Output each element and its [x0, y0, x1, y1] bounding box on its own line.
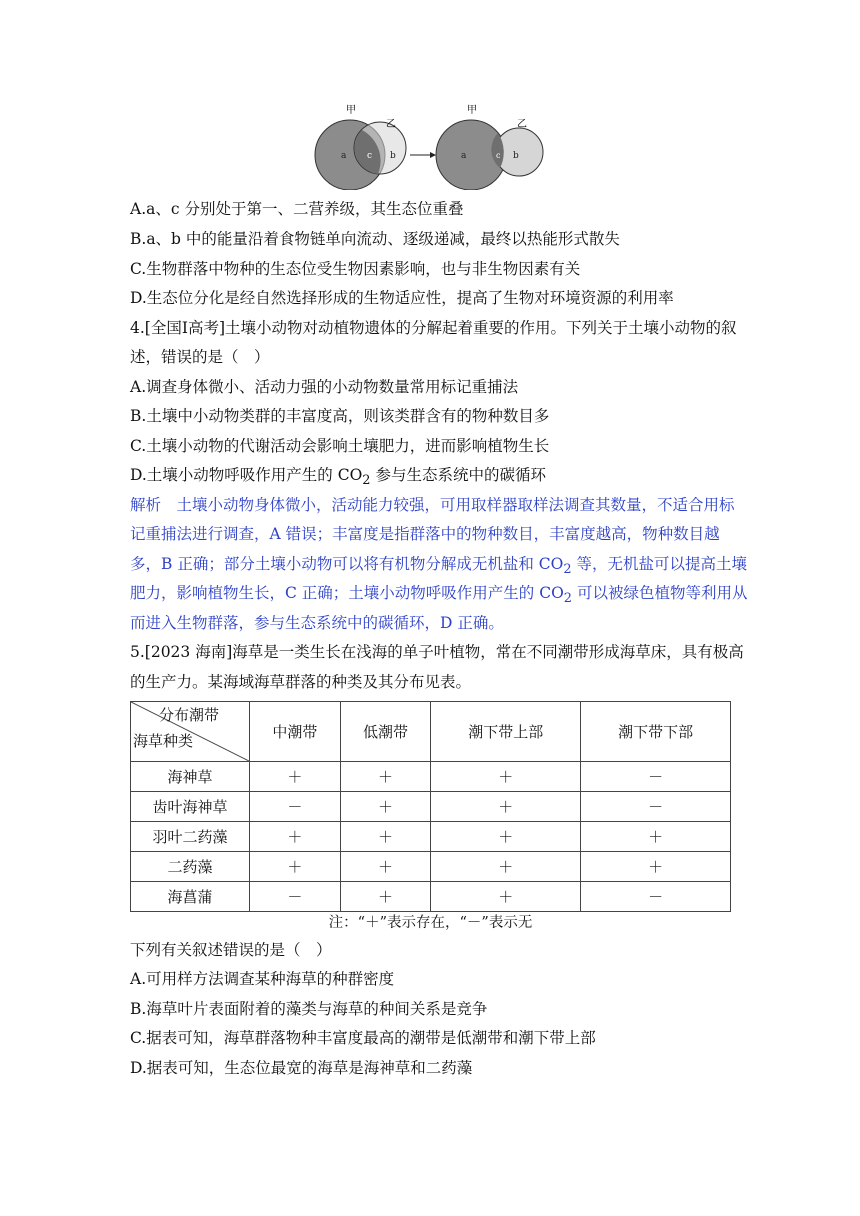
- q4-option-a: A.调查身体微小、活动力强的小动物数量常用标记重捕法: [130, 378, 519, 396]
- table-cell: ＋: [431, 792, 581, 822]
- table-row: [131, 822, 731, 852]
- row-species-name: 二药藻: [131, 852, 250, 882]
- arrow-head: [430, 152, 436, 158]
- label-c-left: c: [367, 151, 373, 161]
- table-cell: －: [581, 882, 731, 912]
- table-cell: －: [250, 882, 341, 912]
- table-cell: ＋: [340, 762, 431, 792]
- label-a-right: a: [461, 151, 467, 161]
- table-cell: ＋: [340, 882, 431, 912]
- table-cell: ＋: [431, 822, 581, 852]
- column-header: 潮下带上部: [431, 702, 581, 762]
- subscript-2: 2: [362, 473, 371, 489]
- table-note: 注：“＋”表示存在，“－”表示无: [328, 915, 533, 931]
- label-jia-left: 甲: [346, 105, 356, 116]
- q5-question: 下列有关叙述错误的是（ ）: [130, 941, 332, 959]
- table-cell: ＋: [431, 882, 581, 912]
- label-c-right: c: [496, 151, 501, 160]
- table-header-row: [131, 702, 731, 762]
- q3-option-b: B.a、b 中的能量沿着食物链单向流动、逐级递减，最终以热能形式散失: [130, 230, 620, 248]
- q5-stem-line1: 5.[2023 海南]海草是一类生长在浅海的单子叶植物，常在不同潮带形成海草床，具有极高: [130, 643, 744, 661]
- table-cell: －: [581, 792, 731, 822]
- subscript-2: 2: [563, 591, 573, 607]
- table-cell: ＋: [250, 762, 341, 792]
- q4-option-d-text: D.土壤小动物呼吸作用产生的 CO: [130, 466, 363, 484]
- table-cell: ＋: [431, 852, 581, 882]
- subscript-2: 2: [563, 562, 572, 578]
- q5-option-a: A.可用样方法调查某种海草的种群密度: [130, 970, 395, 988]
- corner-top-label: 分布潮带: [158, 706, 219, 724]
- q4-answer-line3-text: 多，B 正确；部分土壤小动物可以将有机物分解成无机盐和 CO: [130, 555, 564, 573]
- q4-stem-line1: 4.[全国Ⅰ高考]土壤小动物对动植物遗体的分解起着重要的作用。下列关于土壤小动物的叙: [130, 319, 737, 337]
- table-row: [131, 792, 731, 822]
- table-cell: ＋: [340, 792, 431, 822]
- table-cell: ＋: [431, 762, 581, 792]
- label-yi-right: 乙: [517, 119, 527, 130]
- label-a-left: a: [341, 151, 347, 161]
- q3-option-c: C.生物群落中物种的生态位受生物因素影响，也与非生物因素有关: [130, 260, 581, 278]
- column-header: 低潮带: [340, 702, 431, 762]
- column-header: 中潮带: [250, 702, 341, 762]
- table-cell: ＋: [340, 852, 431, 882]
- table-cell: ＋: [581, 822, 731, 852]
- table-cell: ＋: [250, 822, 341, 852]
- table-row: [131, 762, 731, 792]
- label-jia-right: 甲: [467, 105, 477, 116]
- column-header: 潮下带下部: [581, 702, 731, 762]
- label-b-right: b: [513, 151, 519, 161]
- seagrass-distribution-table: [130, 701, 731, 912]
- q4-option-d: [130, 465, 546, 491]
- table-cell: －: [581, 762, 731, 792]
- table-cell: ＋: [340, 822, 431, 852]
- q5-option-c: C.据表可知，海草群落物种丰富度最高的潮带是低潮带和潮下带上部: [130, 1029, 596, 1047]
- table-row: [131, 852, 731, 882]
- q4-answer-line4: [130, 583, 747, 609]
- q4-stem-line2: 述，错误的是（ ）: [130, 348, 270, 366]
- q3-option-d: D.生态位分化是经自然选择形成的生物适应性，提高了生物对环境资源的利用率: [130, 289, 674, 307]
- q4-answer-line4-text: 肥力，影响植物生长，C 正确；土壤小动物呼吸作用产生的 CO: [130, 584, 564, 602]
- q3-option-a: A.a、c 分别处于第一、二营养级，其生态位重叠: [130, 200, 464, 218]
- q4-option-d-tail: 参与生态系统中的碳循环: [370, 466, 546, 484]
- q5-stem-line2: 的生产力。某海域海草群落的种类及其分布见表。: [130, 673, 472, 691]
- row-species-name: 海菖蒲: [131, 882, 250, 912]
- table-cell: －: [250, 792, 341, 822]
- q5-option-b: B.海草叶片表面附着的藻类与海草的种间关系是竞争: [130, 1000, 488, 1018]
- q4-option-b: B.土壤中小动物类群的丰富度高，则该类群含有的物种数目多: [130, 407, 550, 425]
- q4-answer-line4-tail: 可以被绿色植物等利用从: [572, 584, 748, 602]
- q4-answer-line3: [130, 554, 747, 580]
- label-yi-left: 乙: [386, 119, 396, 130]
- table-corner-cell: [131, 702, 250, 762]
- row-species-name: 齿叶海神草: [131, 792, 250, 822]
- row-species-name: 羽叶二药藻: [131, 822, 250, 852]
- table-cell: ＋: [250, 852, 341, 882]
- q4-answer-line2: 记重捕法进行调查，A 错误；丰富度是指群落中的物种数目，丰富度越高，物种数目越: [130, 525, 720, 543]
- q4-option-c: C.土壤小动物的代谢活动会影响土壤肥力，进而影响植物生长: [130, 437, 550, 455]
- q4-answer-line1: 解析 土壤小动物身体微小，活动能力较强，可用取样器取样法调查其数量，不适合用标: [130, 496, 735, 514]
- q5-option-d: D.据表可知，生态位最宽的海草是海神草和二药藻: [130, 1059, 473, 1077]
- table-row: [131, 882, 731, 912]
- row-species-name: 海神草: [131, 762, 250, 792]
- label-b-left: b: [390, 151, 396, 161]
- q4-answer-line5: 而进入生物群落，参与生态系统中的碳循环，D 正确。: [130, 614, 504, 632]
- corner-bottom-label: 海草种类: [133, 732, 194, 750]
- table-cell: ＋: [581, 852, 731, 882]
- niche-overlap-figure: [310, 100, 550, 190]
- q4-answer-line3-tail: 等，无机盐可以提高土壤: [571, 555, 747, 573]
